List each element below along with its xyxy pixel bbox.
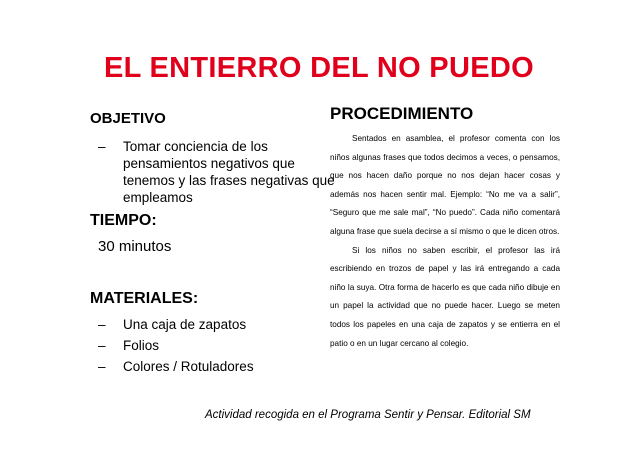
objetivo-item-text: Tomar conciencia de los pensamientos negativos que tenemos y las frases negativas que empleamos [123,139,335,205]
materiales-item [90,337,330,354]
dash-bullet-icon: – [98,359,106,374]
materiales-list [90,316,330,379]
objetivo-heading: OBJETIVO [90,110,166,127]
procedimiento-body [330,130,560,353]
tiempo-value: 30 minutos [98,238,172,255]
tiempo-heading: TIEMPO: [90,212,157,229]
materiales-heading: MATERIALES: [90,290,199,307]
procedimiento-paragraph: Sentados en asamblea, el profesor comenta con los niños algunas frases que todos decimos a veces, o pensamos, que nos hacen daño porque no nos dejan hacer cosas y además nos hacen sentir mal. Ejemplo: “No me va a salir”, “Seguro que me sale mal”, “No puedo”. Cada niño comentará alguna frase que suela decirse a sí mismo o que le dicen otros. [330,134,560,236]
dash-bullet-icon: – [98,338,106,353]
dash-bullet-icon: – [98,139,106,154]
objetivo-list [90,138,350,206]
source-footer: Actividad recogida en el Programa Sentir y Pensar. Editorial SM [205,409,531,421]
materiales-item-text: Una caja de zapatos [123,317,247,332]
procedimiento-heading: PROCEDIMIENTO [330,104,474,123]
materiales-item [90,358,330,375]
materiales-item [90,316,330,333]
materiales-item-text: Colores / Rotuladores [123,359,254,374]
dash-bullet-icon: – [98,317,106,332]
page-title: EL ENTIERRO DEL NO PUEDO [104,52,534,84]
materiales-item-text: Folios [123,338,160,353]
procedimiento-paragraph: Si los niños no saben escribir, el profesor las irá escribiendo en trozos de papel y las irá entregando a cada niño la suya. Otra forma de hacerlo es que cada niño dibuje en un papel la actividad que no puede hacer. Luego se meten todos los papeles en una caja de zapatos y se entierra en el patio o en un lugar cercano al colegio. [330,245,560,348]
objetivo-item [90,138,350,206]
